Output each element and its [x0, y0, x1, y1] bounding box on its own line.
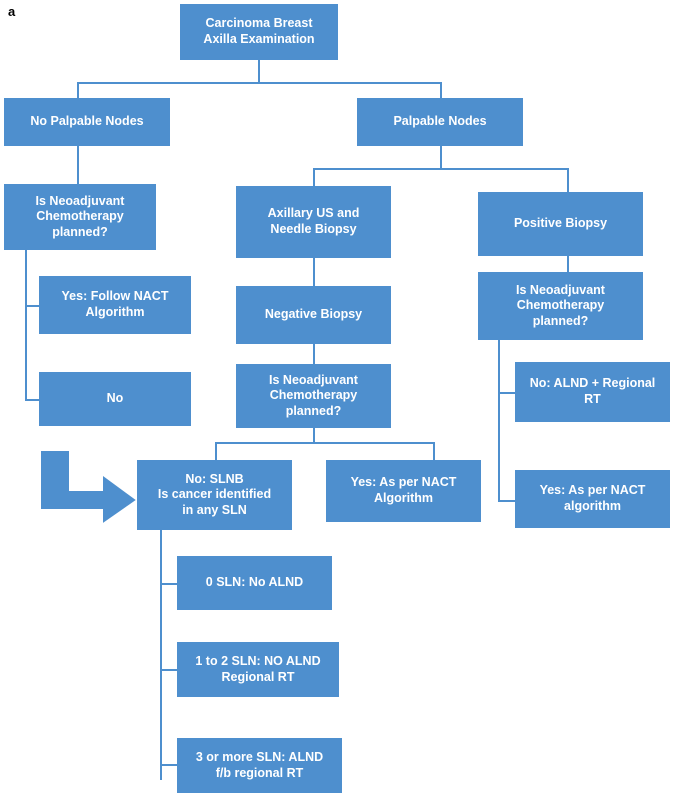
node-root-label: Carcinoma Breast Axilla Examination — [203, 16, 315, 46]
connector-sln-0 — [160, 583, 177, 585]
node-mid-yes-nact-label: Yes: As per NACT Algorithm — [350, 475, 457, 505]
node-right-nact-question-label: Is Neoadjuvant Chemotherapy planned? — [516, 282, 605, 328]
connector-to-mid-yes — [433, 442, 435, 460]
node-sln-0[interactable] — [177, 556, 332, 610]
connector-slnb-down — [160, 530, 162, 780]
node-right-nact-question[interactable] — [478, 272, 643, 340]
node-mid-yes-nact[interactable] — [326, 460, 481, 522]
connector-left-question-down — [25, 250, 27, 400]
node-palpable-nodes[interactable] — [357, 98, 523, 146]
connector-left-no — [25, 399, 39, 401]
connector-positive-to-question — [567, 256, 569, 272]
node-no-slnb-label: No: SLNB Is cancer identified in any SLN — [157, 471, 272, 517]
node-axillary-us-needle-biopsy-label: Axillary US and Needle Biopsy — [267, 206, 360, 236]
node-sln-3-more[interactable] — [177, 738, 342, 793]
node-left-no[interactable] — [39, 372, 191, 426]
connector-no-palpable-down — [77, 146, 79, 184]
node-negative-biopsy[interactable] — [236, 286, 391, 344]
node-negative-biopsy-label: Negative Biopsy — [264, 307, 363, 322]
node-no-palpable-nodes-label: No Palpable Nodes — [30, 114, 144, 129]
connector-negative-to-question — [313, 344, 315, 364]
connector-top-split — [77, 82, 440, 84]
connector-root-down — [258, 60, 260, 82]
connector-to-no-palpable — [77, 82, 79, 98]
node-left-nact-question[interactable] — [4, 184, 156, 250]
connector-to-positive-biopsy — [567, 168, 569, 192]
node-sln-3-more-label: 3 or more SLN: ALND f/b regional RT — [195, 749, 324, 780]
connector-sln-3-more — [160, 764, 177, 766]
node-right-yes-nact[interactable] — [515, 470, 670, 528]
node-sln-0-label: 0 SLN: No ALND — [205, 575, 304, 590]
node-positive-biopsy[interactable] — [478, 192, 643, 256]
node-left-no-label: No — [106, 391, 124, 406]
connector-palpable-down — [440, 146, 442, 168]
node-no-slnb[interactable] — [137, 460, 292, 530]
node-mid-nact-question-label: Is Neoadjuvant Chemotherapy planned? — [269, 372, 358, 418]
node-left-yes-follow-nact[interactable] — [39, 276, 191, 334]
connector-to-no-slnb — [215, 442, 217, 460]
node-left-yes-follow-nact-label: Yes: Follow NACT Algorithm — [61, 289, 169, 319]
connector-right-yes — [498, 500, 515, 502]
node-no-palpable-nodes[interactable] — [4, 98, 170, 146]
connector-to-axillary-us — [313, 168, 315, 186]
connector-right-no — [498, 392, 515, 394]
node-right-no-alnd-regional-rt-label: No: ALND + Regional RT — [529, 376, 656, 406]
emphasis-arrow-icon — [38, 448, 138, 523]
panel-label: a — [8, 4, 16, 19]
connector-palpable-split — [313, 168, 567, 170]
connector-sln-1-2 — [160, 669, 177, 671]
node-root[interactable] — [180, 4, 338, 60]
connector-axillary-to-negative — [313, 258, 315, 286]
node-palpable-nodes-label: Palpable Nodes — [393, 114, 487, 129]
node-left-nact-question-label: Is Neoadjuvant Chemotherapy planned? — [35, 193, 125, 239]
node-right-no-alnd-regional-rt[interactable] — [515, 362, 670, 422]
node-sln-1-2-label: 1 to 2 SLN: NO ALND Regional RT — [195, 653, 321, 684]
connector-left-yes — [25, 305, 39, 307]
connector-right-question-down — [498, 340, 500, 500]
connector-mid-question-down — [313, 428, 315, 442]
node-right-yes-nact-label: Yes: As per NACT algorithm — [539, 483, 646, 513]
connector-mid-split — [215, 442, 433, 444]
node-positive-biopsy-label: Positive Biopsy — [513, 216, 608, 231]
node-sln-1-2[interactable] — [177, 642, 339, 697]
connector-to-palpable — [440, 82, 442, 98]
node-axillary-us-needle-biopsy[interactable] — [236, 186, 391, 258]
node-mid-nact-question[interactable] — [236, 364, 391, 428]
